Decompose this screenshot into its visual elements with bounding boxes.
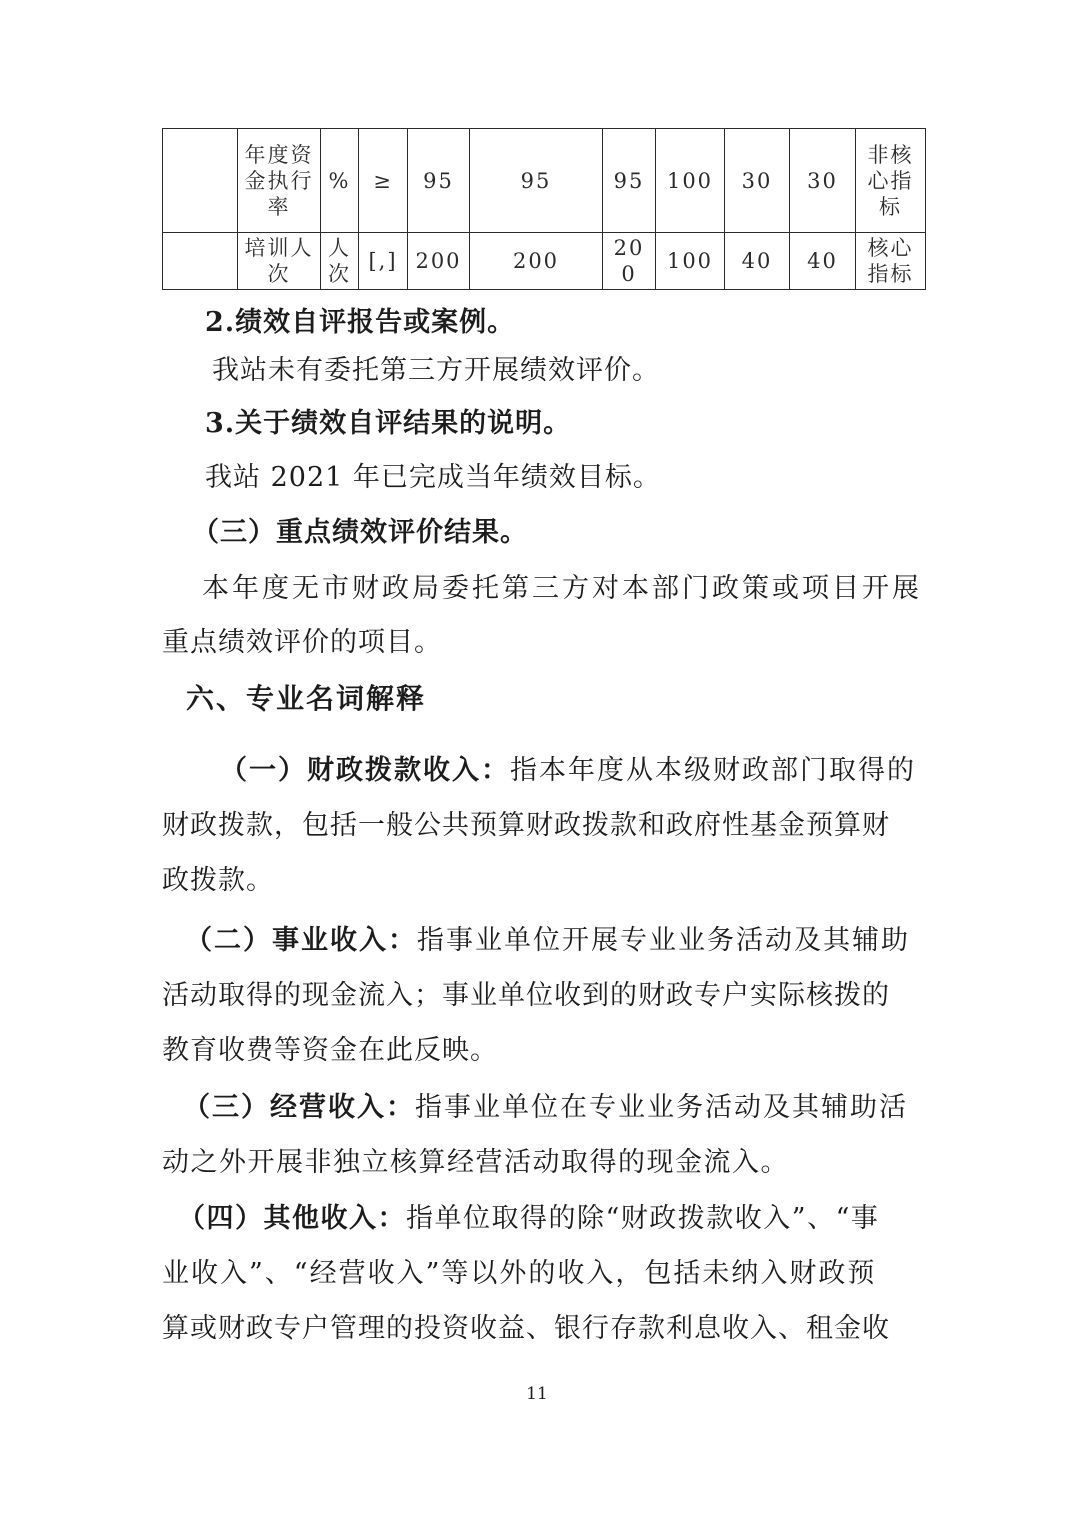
heading-text: （三）重点绩效评价结果。 bbox=[192, 517, 528, 548]
table-cell: 200 bbox=[408, 233, 470, 290]
term-operating-income-line1 bbox=[183, 1080, 908, 1135]
heading-key-performance-result bbox=[192, 505, 528, 560]
table-row bbox=[163, 233, 926, 290]
body-text: 活动取得的现金流入；事业单位收到的财政专户实际核拨的 bbox=[162, 980, 890, 1011]
table-cell: 95 bbox=[408, 129, 470, 233]
body-text: 业收入”、“经营收入”等以外的收入，包括未纳入财政预 bbox=[162, 1258, 877, 1289]
term-institutional-income-line2 bbox=[162, 968, 890, 1023]
para-no-third-party bbox=[212, 343, 660, 398]
body-text: 指事业单位在专业业务活动及其辅助活 bbox=[415, 1092, 908, 1123]
table-cell: 40 bbox=[725, 233, 790, 290]
heading-text: 2.绩效自评报告或案例。 bbox=[205, 307, 516, 338]
table-cell: 培训人次 bbox=[238, 233, 321, 290]
para-no-key-evaluation-line1 bbox=[202, 561, 922, 616]
table-cell: 人次 bbox=[321, 233, 359, 290]
term-institutional-income-line1 bbox=[185, 913, 910, 968]
table-cell: 30 bbox=[725, 129, 790, 233]
term-other-income-line3 bbox=[162, 1301, 890, 1356]
body-text: 教育收费等资金在此反映。 bbox=[162, 1035, 498, 1066]
body-text: 政拨款。 bbox=[162, 865, 274, 896]
table-cell: 95 bbox=[470, 129, 603, 233]
term-fiscal-appropriation-line3 bbox=[162, 853, 274, 908]
table-cell: 100 bbox=[656, 233, 725, 290]
table-cell: 95 bbox=[603, 129, 656, 233]
term-institutional-income-line3 bbox=[162, 1023, 498, 1078]
table-cell bbox=[163, 233, 238, 290]
table-cell: 40 bbox=[790, 233, 856, 290]
body-text: 动之外开展非独立核算经营活动取得的现金流入。 bbox=[162, 1147, 789, 1178]
body-text: 指事业单位开展专业业务活动及其辅助 bbox=[417, 925, 910, 956]
page-number: 11 bbox=[526, 1384, 548, 1404]
body-text: 指本年度从本级财政部门取得的 bbox=[510, 755, 916, 786]
table-cell bbox=[163, 129, 238, 233]
body-text: 我站 2021 年已完成当年绩效目标。 bbox=[205, 462, 661, 493]
performance-indicators-table bbox=[162, 128, 926, 290]
table-cell: 200 bbox=[470, 233, 603, 290]
heading-self-eval-report bbox=[205, 295, 515, 350]
body-text: 我站未有委托第三方开展绩效评价。 bbox=[212, 355, 660, 386]
term-label: （一）财政拨款收入： bbox=[220, 755, 510, 786]
table-row bbox=[163, 129, 926, 233]
term-label: （四）其他收入： bbox=[178, 1203, 406, 1234]
para-2021-target-complete bbox=[205, 450, 661, 505]
table-cell: 非核心指标 bbox=[856, 129, 926, 233]
body-text: 重点绩效评价的项目。 bbox=[162, 627, 442, 658]
term-fiscal-appropriation-line2 bbox=[162, 798, 890, 853]
heading-text: 3.关于绩效自评结果的说明。 bbox=[205, 408, 572, 439]
section-title-terms bbox=[186, 671, 426, 726]
body-text: 财政拨款，包括一般公共预算财政拨款和政府性基金预算财 bbox=[162, 810, 890, 841]
table-cell: 200 bbox=[603, 233, 656, 290]
table-cell: % bbox=[321, 129, 359, 233]
table-cell: 100 bbox=[656, 129, 725, 233]
table-cell: [,] bbox=[359, 233, 408, 290]
table-cell: 30 bbox=[790, 129, 856, 233]
table-cell: ≥ bbox=[359, 129, 408, 233]
term-label: （三）经营收入： bbox=[183, 1092, 415, 1123]
term-operating-income-line2 bbox=[162, 1135, 789, 1190]
para-no-key-evaluation-line2 bbox=[162, 615, 442, 670]
body-text: 指单位取得的除“财政拨款收入”、“事 bbox=[406, 1203, 880, 1234]
body-text: 算或财政专户管理的投资收益、银行存款利息收入、租金收 bbox=[162, 1313, 890, 1344]
body-text: 本年度无市财政局委托第三方对本部门政策或项目开展 bbox=[202, 573, 922, 604]
table-cell: 年度资金执行率 bbox=[238, 129, 321, 233]
term-label: （二）事业收入： bbox=[185, 925, 417, 956]
heading-self-eval-result-note bbox=[205, 396, 571, 451]
term-other-income-line2 bbox=[162, 1246, 876, 1301]
table-cell: 核心指标 bbox=[856, 233, 926, 290]
term-other-income-line1 bbox=[178, 1191, 879, 1246]
term-fiscal-appropriation-line1 bbox=[220, 743, 916, 798]
section-title-text: 六、专业名词解释 bbox=[186, 682, 427, 715]
